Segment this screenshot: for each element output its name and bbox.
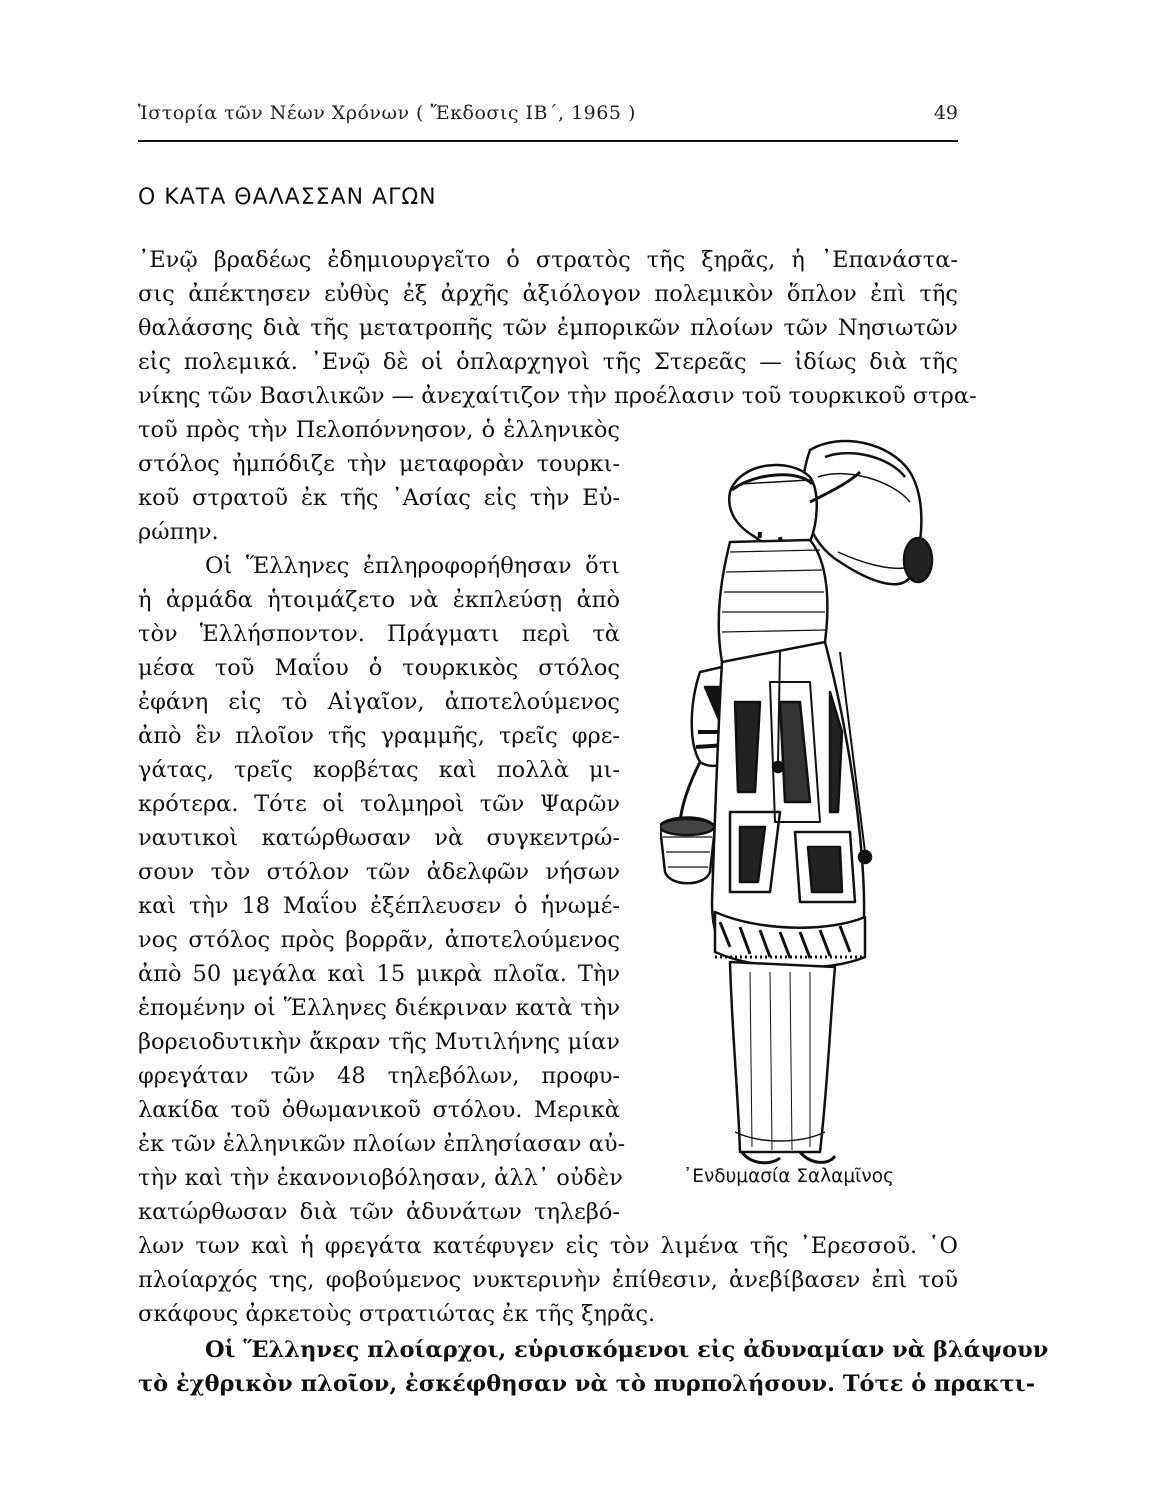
paragraph-2-line: ἐκ τῶν ἑλληνικῶν πλοίων ἐπλησίασαν αὐ- [138,1131,626,1157]
header-rule [138,140,958,142]
paragraph-1-line: εἰς πολεμικά. ᾿Ενῷ δὲ οἱ ὁπλαρχηγοὶ τῆς Στερεᾶς — ἰδίως διὰ τῆς [138,349,958,375]
paragraph-2-line: ἀπὸ 50 μεγάλα καὶ 15 μικρὰ πλοῖα. Τὴν [138,961,620,987]
paragraph-2-line: ἡ ἀρμάδα ἡτοιμάζετο νὰ ἐκπλεύσῃ ἀπὸ [138,587,620,613]
paragraph-2-line: ναυτικοὶ κατώρθωσαν νὰ συγκεντρώ- [138,825,620,851]
paragraph-1-line: στόλος ἠμπόδιζε τὴν μεταφορὰν τουρκι- [138,451,620,477]
paragraph-3-line: Οἱ Ἕλληνες πλοίαρχοι, εὑρισκόμενοι εἰς ἀδυναμίαν νὰ βλάψουν [205,1337,1049,1363]
paragraph-2-line: κρότερα. Τότε οἱ τολμηροὶ τῶν Ψαρῶν [138,791,620,817]
paragraph-2-line: γάτας, τρεῖς κορβέτας καὶ πολλὰ μι- [138,757,620,783]
paragraph-1-line: σις ἀπέκτησεν εὐθὺς ἐξ ἀρχῆς ἀξιόλογον πολεμικὸν ὅπλον ἐπὶ τῆς [138,281,958,307]
figure-caption: ᾿Ενδυμασία Σαλαμῖνος [683,1166,894,1187]
paragraph-2-line: τὸν Ἑλλήσποντον. Πράγματι περὶ τὰ [138,621,620,647]
paragraph-2-line: λακίδα τοῦ ὀθωμανικοῦ στόλου. Μερικὰ [138,1097,620,1123]
paragraph-2-line: λων των καὶ ἡ φρεγάτα κατέφυγεν εἰς τὸν λιμένα τῆς ᾿Ερεσσοῦ. ῾Ο [138,1233,958,1259]
woman-with-water-jar-illustration [660,432,940,1172]
paragraph-2-line: ἐφάνη εἰς τὸ Αἰγαῖον, ἀποτελούμενος [138,689,620,715]
skirt [730,962,835,1152]
paragraph-2-line: μέσα τοῦ Μαΐου ὁ τουρκικὸς στόλος [138,655,620,681]
paragraph-2-line: βορειοδυτικὴν ἄκραν τῆς Μυτιλήνης μίαν [138,1029,620,1055]
paragraph-1-line: ρώπην. [138,519,219,545]
paragraph-1-line: νίκης τῶν Βασιλικῶν — ἀνεχαίτιζον τὴν προέλασιν τοῦ τουρκικοῦ στρα- [138,383,977,409]
costume-illustration [660,432,940,1172]
page-header [138,102,958,132]
paragraph-2-line: φρεγάταν τῶν 48 τηλεβόλων, προφυ- [138,1063,620,1089]
paragraph-2-line: ἀπὸ ἓν πλοῖον τῆς γραμμῆς, τρεῖς φρε- [138,723,620,749]
paragraph-2-line: πλοίαρχός της, φοβούμενος νυκτερινὴν ἐπίθεσιν, ἀνεβίβασεν ἐπὶ τοῦ [138,1267,958,1293]
paragraph-2-line: καὶ τὴν 18 Μαΐου ἐξέπλευσεν ὁ ἡνωμέ- [138,893,620,919]
paragraph-2-line: νος στόλος πρὸς βορρᾶν, ἀποτελούμενος [138,927,620,953]
paragraph-2-line: ἑπομένην οἱ Ἕλληνες διέκριναν κατὰ τὴν [138,995,620,1021]
paragraph-2-line: Οἱ Ἕλληνες ἐπληροφορήθησαν ὅτι [205,553,620,579]
paragraph-3-line: τὸ ἐχθρικὸν πλοῖον, ἐσκέφθησαν νὰ τὸ πυρπολήσουν. Τότε ὁ πρακτι- [138,1371,1036,1397]
paragraph-2-line: σουν τὸν στόλον τῶν ἀδελφῶν νήσων [138,859,620,885]
page-number: 49 [933,102,958,124]
paragraph-2-line: κατώρθωσαν διὰ τῶν ἀδυνάτων τηλεβό- [138,1199,620,1225]
section-title: Ο ΚΑΤΑ ΘΑΛΑΣΣΑΝ ΑΓΩΝ [138,185,437,210]
paragraph-1-line: τοῦ πρὸς τὴν Πελοπόννησον, ὁ ἑλληνικὸς [138,417,620,443]
paragraph-1-line: θαλάσσης διὰ τῆς μετατροπῆς τῶν ἐμπορικῶν πλοίων τῶν Νησιωτῶν [138,315,958,341]
paragraph-2-line: τὴν καὶ τὴν ἐκανονιοβόλησαν, ἀλλ᾿ οὐδὲν [138,1165,623,1191]
paragraph-1-line: ᾿Ενῷ βραδέως ἐδημιουργεῖτο ὁ στρατὸς τῆς ξηρᾶς, ἡ ᾿Επανάστα- [138,247,958,273]
paragraph-2-line: σκάφους ἀρκετοὺς στρατιώτας ἐκ τῆς ξηρᾶς. [138,1301,656,1327]
running-title: Ἱστορία τῶν Νέων Χρόνων ( Ἔκδοσις ΙΒ΄, 1965 ) [138,102,636,124]
paragraph-1-line: κοῦ στρατοῦ ἐκ τῆς ᾿Ασίας εἰς τὴν Εὐ- [138,485,620,511]
